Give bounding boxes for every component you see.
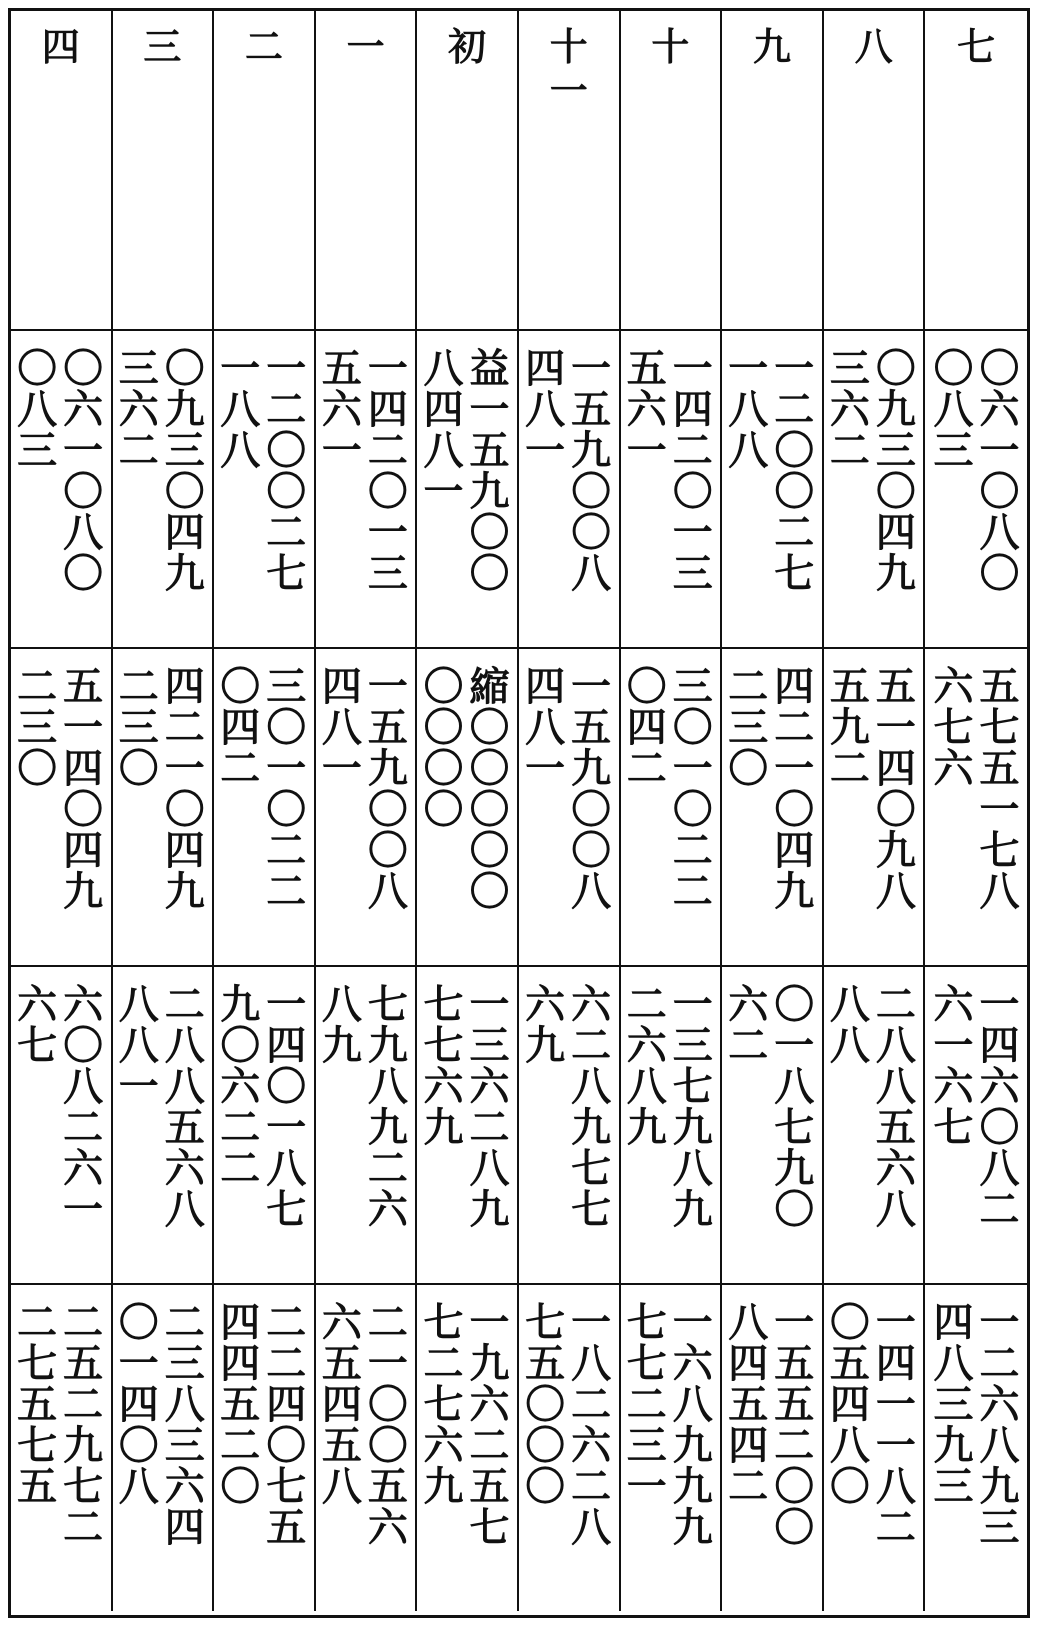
header-cell bbox=[11, 11, 113, 331]
table-cell bbox=[519, 649, 621, 967]
table-cell bbox=[417, 331, 519, 649]
cell-value-primary: 一三七九八九 bbox=[666, 983, 714, 1229]
cell-value-secondary: 四四五二〇 bbox=[214, 1301, 261, 1506]
cell-value-secondary: 八四五四二 bbox=[722, 1301, 769, 1506]
cell-value-primary: 一五九〇〇八 bbox=[564, 347, 612, 593]
cell-value-primary: 〇一八七九〇 bbox=[767, 983, 815, 1229]
cell-value-primary: 一二〇〇二七 bbox=[767, 347, 815, 593]
table-cell bbox=[621, 331, 723, 649]
cell-value-secondary: 七七二三一 bbox=[620, 1301, 668, 1506]
header-char: 三 bbox=[143, 24, 182, 69]
cell-value-secondary: 〇四二 bbox=[620, 665, 668, 788]
header-cell bbox=[925, 11, 1027, 331]
cell-value-primary: 一二〇〇二七 bbox=[259, 347, 307, 593]
header-char: 九 bbox=[752, 24, 791, 69]
table-cell bbox=[417, 649, 519, 967]
cell-value-secondary: 六九 bbox=[518, 983, 566, 1065]
table-cell bbox=[214, 649, 316, 967]
cell-value-primary: 一四六〇八二 bbox=[972, 983, 1020, 1229]
cell-value-primary: 益一五九〇〇 bbox=[462, 347, 510, 593]
table-cell bbox=[925, 649, 1027, 967]
cell-value-primary: 縮〇〇〇〇〇 bbox=[462, 665, 510, 911]
cell-value-primary: 〇六一〇八〇 bbox=[56, 347, 104, 593]
cell-value-primary: 一三六二八九 bbox=[462, 983, 510, 1229]
table-cell bbox=[113, 967, 215, 1285]
table-cell bbox=[824, 967, 926, 1285]
cell-value-primary: 一五五二〇〇 bbox=[767, 1301, 815, 1547]
table-cell bbox=[11, 1285, 113, 1611]
header-char: 四 bbox=[41, 24, 80, 69]
table-cell bbox=[621, 967, 723, 1285]
cell-value-secondary: 四八一 bbox=[315, 665, 363, 788]
cell-value-secondary: 〇五四八〇 bbox=[823, 1301, 871, 1506]
table-cell bbox=[316, 967, 418, 1285]
table-cell bbox=[214, 1285, 316, 1611]
cell-value-primary: 六二八九七七 bbox=[564, 983, 612, 1229]
header-char: 十 bbox=[549, 24, 588, 69]
table-cell bbox=[925, 1285, 1027, 1611]
cell-value-secondary: 四八一 bbox=[518, 665, 566, 788]
cell-value-primary: 一五九〇〇八 bbox=[361, 665, 409, 911]
table-cell bbox=[824, 1285, 926, 1611]
header-cell bbox=[824, 11, 926, 331]
table-cell bbox=[11, 331, 113, 649]
cell-value-primary: 三〇一〇二二 bbox=[259, 665, 307, 911]
cell-value-secondary: 〇一四〇八 bbox=[112, 1301, 160, 1506]
cell-value-primary: 二二四〇七五 bbox=[259, 1301, 307, 1547]
cell-value-primary: 五七五一七八 bbox=[972, 665, 1020, 911]
cell-value-primary: 二八八五六八 bbox=[869, 983, 917, 1229]
cell-value-secondary: 七五〇〇〇 bbox=[518, 1301, 566, 1506]
table-cell bbox=[316, 649, 418, 967]
cell-value-primary: 四二一〇四九 bbox=[158, 665, 206, 911]
cell-value-secondary: 二六八九 bbox=[620, 983, 668, 1147]
cell-value-primary: 一四二〇一三 bbox=[666, 347, 714, 593]
table-cell bbox=[113, 1285, 215, 1611]
table-cell bbox=[11, 649, 113, 967]
cell-value-primary: 五一四〇九八 bbox=[869, 665, 917, 911]
table-cell bbox=[11, 967, 113, 1285]
table-cell bbox=[824, 649, 926, 967]
cell-value-primary: 二一〇〇五六 bbox=[361, 1301, 409, 1547]
header-cell bbox=[722, 11, 824, 331]
cell-value-secondary: 五六一 bbox=[620, 347, 668, 470]
table-cell bbox=[316, 1285, 418, 1611]
cell-value-secondary: 六五四五八 bbox=[315, 1301, 363, 1506]
cell-value-secondary: 七二七六九 bbox=[417, 1301, 464, 1506]
cell-value-secondary: 五九二 bbox=[823, 665, 871, 788]
cell-value-secondary: 九〇六二二 bbox=[214, 983, 261, 1188]
cell-value-secondary: 四八三九三 bbox=[926, 1301, 974, 1506]
header-char: 八 bbox=[854, 24, 893, 69]
table-cell bbox=[722, 649, 824, 967]
header-char: 七 bbox=[957, 24, 996, 69]
cell-value-secondary: 二七五七五 bbox=[11, 1301, 58, 1506]
table-cell bbox=[925, 331, 1027, 649]
table-cell bbox=[113, 649, 215, 967]
cell-value-primary: 六〇八二六一 bbox=[56, 983, 104, 1229]
cell-value-primary: 二八八五六八 bbox=[158, 983, 206, 1229]
cell-value-secondary: 八九 bbox=[315, 983, 363, 1065]
table-cell bbox=[621, 649, 723, 967]
cell-value-secondary: 六一六七 bbox=[926, 983, 974, 1147]
table-cell bbox=[316, 331, 418, 649]
cell-value-primary: 一九六二五七 bbox=[462, 1301, 510, 1547]
cell-value-secondary: 〇八三 bbox=[11, 347, 58, 470]
header-cell bbox=[214, 11, 316, 331]
header-cell bbox=[621, 11, 723, 331]
table-cell bbox=[722, 1285, 824, 1611]
header-char: 初 bbox=[448, 24, 487, 69]
header-char: 十 bbox=[651, 24, 690, 69]
cell-value-secondary: 〇八三 bbox=[926, 347, 974, 470]
cell-value-primary: 二三八三六四 bbox=[158, 1301, 206, 1547]
cell-value-secondary: 二三〇 bbox=[112, 665, 160, 788]
cell-value-secondary: 四八一 bbox=[518, 347, 566, 470]
cell-value-primary: 一五九〇〇八 bbox=[564, 665, 612, 911]
cell-value-primary: 〇九三〇四九 bbox=[869, 347, 917, 593]
cell-value-primary: 一二六八九三 bbox=[972, 1301, 1020, 1547]
table-cell bbox=[113, 331, 215, 649]
table-cell bbox=[621, 1285, 723, 1611]
cell-value-secondary: 七七六九 bbox=[417, 983, 464, 1147]
cell-value-primary: 一四二〇一三 bbox=[361, 347, 409, 593]
cell-value-secondary: 六七六 bbox=[926, 665, 974, 788]
table-cell bbox=[214, 967, 316, 1285]
header-char: 二 bbox=[244, 24, 283, 69]
header-cell bbox=[316, 11, 418, 331]
cell-value-secondary: 三六二 bbox=[823, 347, 871, 470]
cell-value-secondary: 〇四二 bbox=[214, 665, 261, 788]
table-cell bbox=[519, 1285, 621, 1611]
cell-value-primary: 〇九三〇四九 bbox=[158, 347, 206, 593]
table-cell bbox=[925, 967, 1027, 1285]
header-char: 一 bbox=[549, 68, 588, 113]
cell-value-secondary: 一八八 bbox=[214, 347, 261, 470]
cell-value-secondary: 六七 bbox=[11, 983, 58, 1065]
cell-value-secondary: 〇〇〇〇 bbox=[417, 665, 464, 829]
table-cell bbox=[519, 331, 621, 649]
table-cell bbox=[824, 331, 926, 649]
cell-value-secondary: 八八 bbox=[823, 983, 871, 1065]
cell-value-secondary: 二三〇 bbox=[11, 665, 58, 788]
cell-value-primary: 四二一〇四九 bbox=[767, 665, 815, 911]
table-cell bbox=[722, 967, 824, 1285]
cell-value-secondary: 五六一 bbox=[315, 347, 363, 470]
cell-value-secondary: 一八八 bbox=[722, 347, 769, 470]
table-cell bbox=[417, 1285, 519, 1611]
cell-value-secondary: 三六二 bbox=[112, 347, 160, 470]
cell-value-secondary: 八四八一 bbox=[417, 347, 464, 511]
cell-value-primary: 二五二九七二 bbox=[56, 1301, 104, 1547]
table-cell bbox=[417, 967, 519, 1285]
cell-value-primary: 五一四〇四九 bbox=[56, 665, 104, 911]
cell-value-primary: 三〇一〇二二 bbox=[666, 665, 714, 911]
cell-value-primary: 一四一一八二 bbox=[869, 1301, 917, 1547]
cell-value-primary: 七九八九二六 bbox=[361, 983, 409, 1229]
cell-value-primary: 一四〇一八七 bbox=[259, 983, 307, 1229]
table-cell bbox=[214, 331, 316, 649]
header-cell bbox=[519, 11, 621, 331]
table-cell bbox=[519, 967, 621, 1285]
cell-value-secondary: 八八一 bbox=[112, 983, 160, 1106]
header-char: 一 bbox=[346, 24, 385, 69]
cell-value-primary: 一六八九九九 bbox=[666, 1301, 714, 1547]
almanac-table bbox=[8, 8, 1030, 1618]
cell-value-secondary: 六二 bbox=[722, 983, 769, 1065]
header-cell bbox=[417, 11, 519, 331]
cell-value-primary: 一八二六二八 bbox=[564, 1301, 612, 1547]
header-cell bbox=[113, 11, 215, 331]
cell-value-primary: 〇六一〇八〇 bbox=[972, 347, 1020, 593]
cell-value-secondary: 二三〇 bbox=[722, 665, 769, 788]
table-cell bbox=[722, 331, 824, 649]
